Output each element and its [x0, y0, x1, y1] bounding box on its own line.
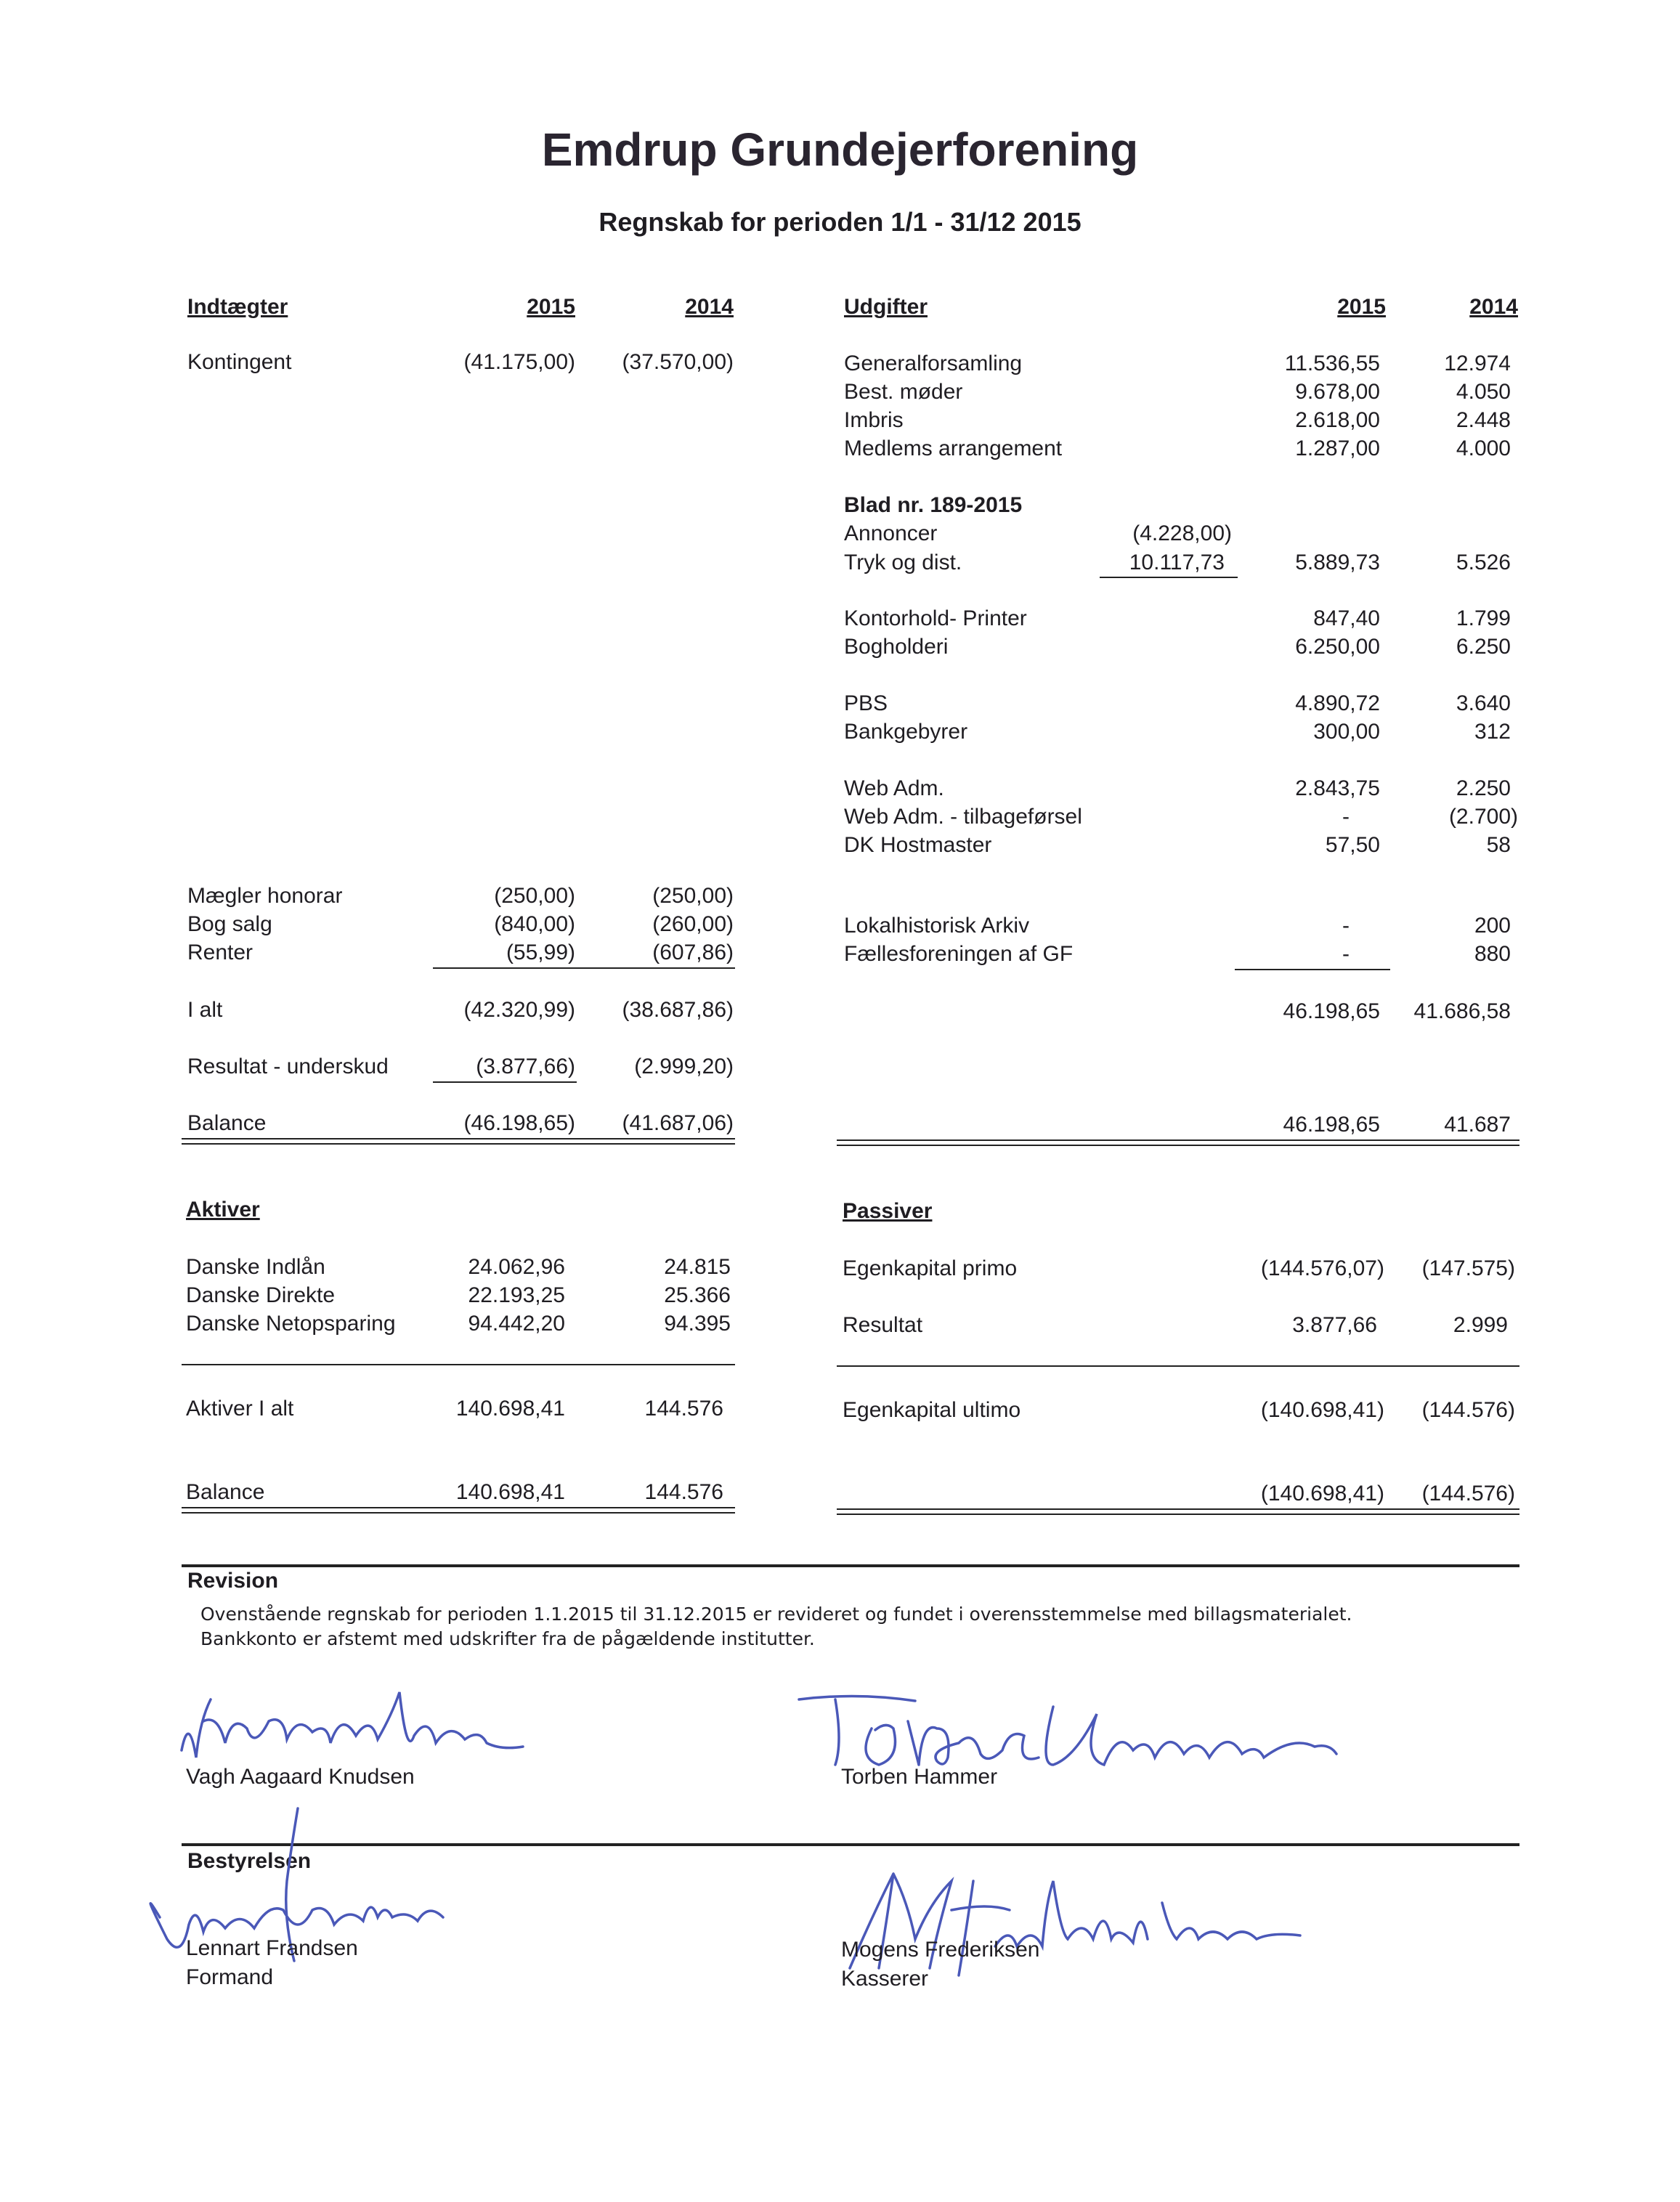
asset-row-2015: 24.062,96: [468, 1255, 565, 1279]
expense-total-2015: 46.198,65: [1283, 999, 1380, 1023]
revision-top-rule: [182, 1564, 1519, 1567]
expense-balance-rule: [837, 1139, 1519, 1146]
assets-balance-2014: 144.576: [644, 1480, 723, 1504]
assets-total-label: Aktiver I alt: [186, 1397, 294, 1421]
revision-signer-2: Torben Hammer: [841, 1765, 998, 1789]
expense-subtotal-rule: [1235, 969, 1390, 970]
assets-rule: [182, 1364, 735, 1365]
expense-row-label: Web Adm. - tilbageførsel: [844, 805, 1082, 829]
expense-row-2015: 9.678,00: [1295, 380, 1380, 404]
assets-total-2015: 140.698,41: [455, 1397, 565, 1421]
expense-row-2015: 2.618,00: [1295, 408, 1380, 432]
expense-row-2015: 300,00: [1313, 720, 1380, 744]
expense-row-2014: 12.974: [1444, 352, 1511, 375]
expense-row-2014: 4.050: [1456, 380, 1511, 404]
liabilities-total-2014: (144.576): [1421, 1398, 1515, 1422]
liability-row-2014: (147.575): [1421, 1256, 1515, 1280]
expense-row-2014: 2.250: [1456, 776, 1511, 800]
asset-row-2014: 94.395: [664, 1312, 731, 1336]
asset-row-label: Danske Direkte: [186, 1283, 336, 1307]
expense-row-2015: 1.287,00: [1295, 436, 1380, 460]
income-row-2015: (250,00): [494, 884, 575, 908]
liabilities-balance-2014: (144.576): [1421, 1482, 1515, 1506]
liability-row-2014: 2.999: [1453, 1313, 1508, 1337]
blad-2014: 5.526: [1456, 550, 1511, 574]
income-row-label: Kontingent: [187, 350, 292, 374]
liabilities-balance-rule: [837, 1508, 1519, 1515]
assets-heading: Aktiver: [186, 1198, 260, 1222]
expense-row-label: DK Hostmaster: [844, 833, 992, 857]
page-title: Emdrup Grundejerforening: [541, 123, 1139, 176]
asset-row-2015: 22.193,25: [468, 1283, 565, 1307]
expenses-col-2015: 2015: [1337, 295, 1386, 319]
page-subtitle: Regnskab for perioden 1/1 - 31/12 2015: [598, 207, 1082, 237]
income-row-2014: (607,86): [652, 940, 734, 964]
expense-row-2014: 200: [1474, 914, 1511, 938]
expense-row-2014: 880: [1474, 942, 1511, 966]
income-total-label: I alt: [187, 998, 223, 1022]
income-col-2014: 2014: [685, 295, 734, 319]
expense-row-label: Generalforsamling: [844, 352, 1023, 375]
expense-row-label: PBS: [844, 691, 888, 715]
income-row-2014: (37.570,00): [622, 350, 734, 374]
signature-image: [828, 1859, 1322, 1983]
expense-row-2015: -: [1342, 805, 1350, 829]
income-row-2014: (260,00): [652, 912, 734, 936]
revision-signer-1: Vagh Aagaard Knudsen: [186, 1765, 415, 1789]
income-row-2014: (250,00): [652, 884, 734, 908]
board-signer-2-name: Mogens Frederiksen: [841, 1938, 1040, 1962]
asset-row-2015: 94.442,20: [468, 1312, 565, 1336]
expense-row-2015: -: [1342, 914, 1350, 938]
asset-row-label: Danske Indlån: [186, 1255, 325, 1279]
liability-row-2015: (144.576,07): [1260, 1256, 1384, 1280]
liabilities-balance-2015: (140.698,41): [1260, 1482, 1384, 1506]
income-row-2015: (840,00): [494, 912, 575, 936]
income-total-2014: (38.687,86): [622, 998, 734, 1022]
expense-row-label: Bankgebyrer: [844, 720, 968, 744]
expense-row-2015: -: [1342, 942, 1350, 966]
expense-row-label: Fællesforeningen af GF: [844, 942, 1074, 966]
income-balance-2014: (41.687,06): [622, 1111, 734, 1135]
blad-heading: Blad nr. 189-2015: [844, 493, 1023, 517]
expenses-heading: Udgifter: [844, 295, 928, 319]
expense-row-2015: 6.250,00: [1295, 635, 1380, 659]
expense-row-label: Medlems arrangement: [844, 436, 1063, 460]
liability-row-label: Egenkapital primo: [843, 1256, 1018, 1280]
expenses-col-2014: 2014: [1469, 295, 1518, 319]
board-signer-1-role: Formand: [186, 1965, 274, 1989]
expense-row-label: Bogholderi: [844, 635, 949, 659]
expense-row-2014: (2.700): [1448, 805, 1518, 829]
expense-row-2014: 2.448: [1456, 408, 1511, 432]
expense-balance-2015: 46.198,65: [1283, 1113, 1380, 1137]
expense-row-2014: 3.640: [1456, 691, 1511, 715]
income-result-label: Resultat - underskud: [187, 1055, 389, 1078]
liabilities-total-label: Egenkapital ultimo: [843, 1398, 1021, 1422]
revision-text-line1: Ovenstående regnskab for perioden 1.1.2015 til 31.12.2015 er revideret og fundet i overensstemmelse med billagsmaterialet.: [200, 1604, 1352, 1625]
income-balance-label: Balance: [187, 1111, 267, 1135]
blad-tryk-label: Tryk og dist.: [844, 550, 962, 574]
liability-row-label: Resultat: [843, 1313, 923, 1337]
expense-balance-2014: 41.687: [1444, 1113, 1511, 1137]
revision-heading: Revision: [187, 1569, 279, 1593]
board-heading: Bestyrelsen: [187, 1849, 312, 1873]
income-result-rule: [433, 1081, 577, 1083]
income-row-label: Bog salg: [187, 912, 272, 936]
expense-row-label: Lokalhistorisk Arkiv: [844, 914, 1030, 938]
board-signer-2-role: Kasserer: [841, 1967, 929, 1991]
expense-row-label: Web Adm.: [844, 776, 944, 800]
income-col-2015: 2015: [527, 295, 575, 319]
expense-row-label: Kontorhold- Printer: [844, 606, 1027, 630]
expense-row-2015: 11.536,55: [1284, 352, 1380, 375]
expense-row-2015: 847,40: [1313, 606, 1380, 630]
asset-row-2014: 25.366: [664, 1283, 731, 1307]
expense-row-2015: 4.890,72: [1295, 691, 1380, 715]
income-result-2014: (2.999,20): [634, 1055, 734, 1078]
assets-balance-label: Balance: [186, 1480, 265, 1504]
blad-sub-rule: [1100, 577, 1238, 578]
blad-annoncer-sub: (4.228,00): [1132, 521, 1232, 545]
assets-total-2014: 144.576: [644, 1397, 723, 1421]
liabilities-total-2015: (140.698,41): [1260, 1398, 1384, 1422]
asset-row-label: Danske Netopsparing: [186, 1312, 396, 1336]
income-row-2015: (41.175,00): [463, 350, 575, 374]
income-result-2015: (3.877,66): [476, 1055, 575, 1078]
expense-row-label: Best. møder: [844, 380, 963, 404]
expense-row-label: Imbris: [844, 408, 904, 432]
income-row-label: Renter: [187, 940, 253, 964]
board-signer-1-name: Lennart Frandsen: [186, 1936, 358, 1960]
revision-text-line2: Bankkonto er afstemt med udskrifter fra de pågældende institutter.: [200, 1628, 815, 1649]
income-row-2015: (55,99): [506, 940, 575, 964]
liabilities-rule: [837, 1365, 1519, 1367]
liability-row-2015: 3.877,66: [1292, 1313, 1377, 1337]
assets-balance-2015: 140.698,41: [455, 1480, 565, 1504]
expense-row-2014: 6.250: [1456, 635, 1511, 659]
income-balance-2015: (46.198,65): [463, 1111, 575, 1135]
expense-total-2014: 41.686,58: [1413, 999, 1511, 1023]
expense-row-2015: 2.843,75: [1295, 776, 1380, 800]
income-total-2015: (42.320,99): [463, 998, 575, 1022]
expense-row-2014: 4.000: [1456, 436, 1511, 460]
income-subtotal-rule: [433, 967, 735, 969]
asset-row-2014: 24.815: [664, 1255, 731, 1279]
income-heading: Indtægter: [187, 295, 288, 319]
income-balance-rule: [182, 1138, 735, 1145]
expense-row-2014: 1.799: [1456, 606, 1511, 630]
blad-tryk-sub: 10.117,73: [1129, 550, 1225, 574]
expense-row-2015: 57,50: [1325, 833, 1380, 857]
liabilities-heading: Passiver: [843, 1199, 933, 1223]
blad-2015: 5.889,73: [1295, 550, 1380, 574]
assets-balance-rule: [182, 1507, 735, 1514]
expense-row-2014: 312: [1474, 720, 1511, 744]
expense-row-2014: 58: [1486, 833, 1511, 857]
income-row-label: Mægler honorar: [187, 884, 343, 908]
blad-annoncer-label: Annoncer: [844, 521, 938, 545]
